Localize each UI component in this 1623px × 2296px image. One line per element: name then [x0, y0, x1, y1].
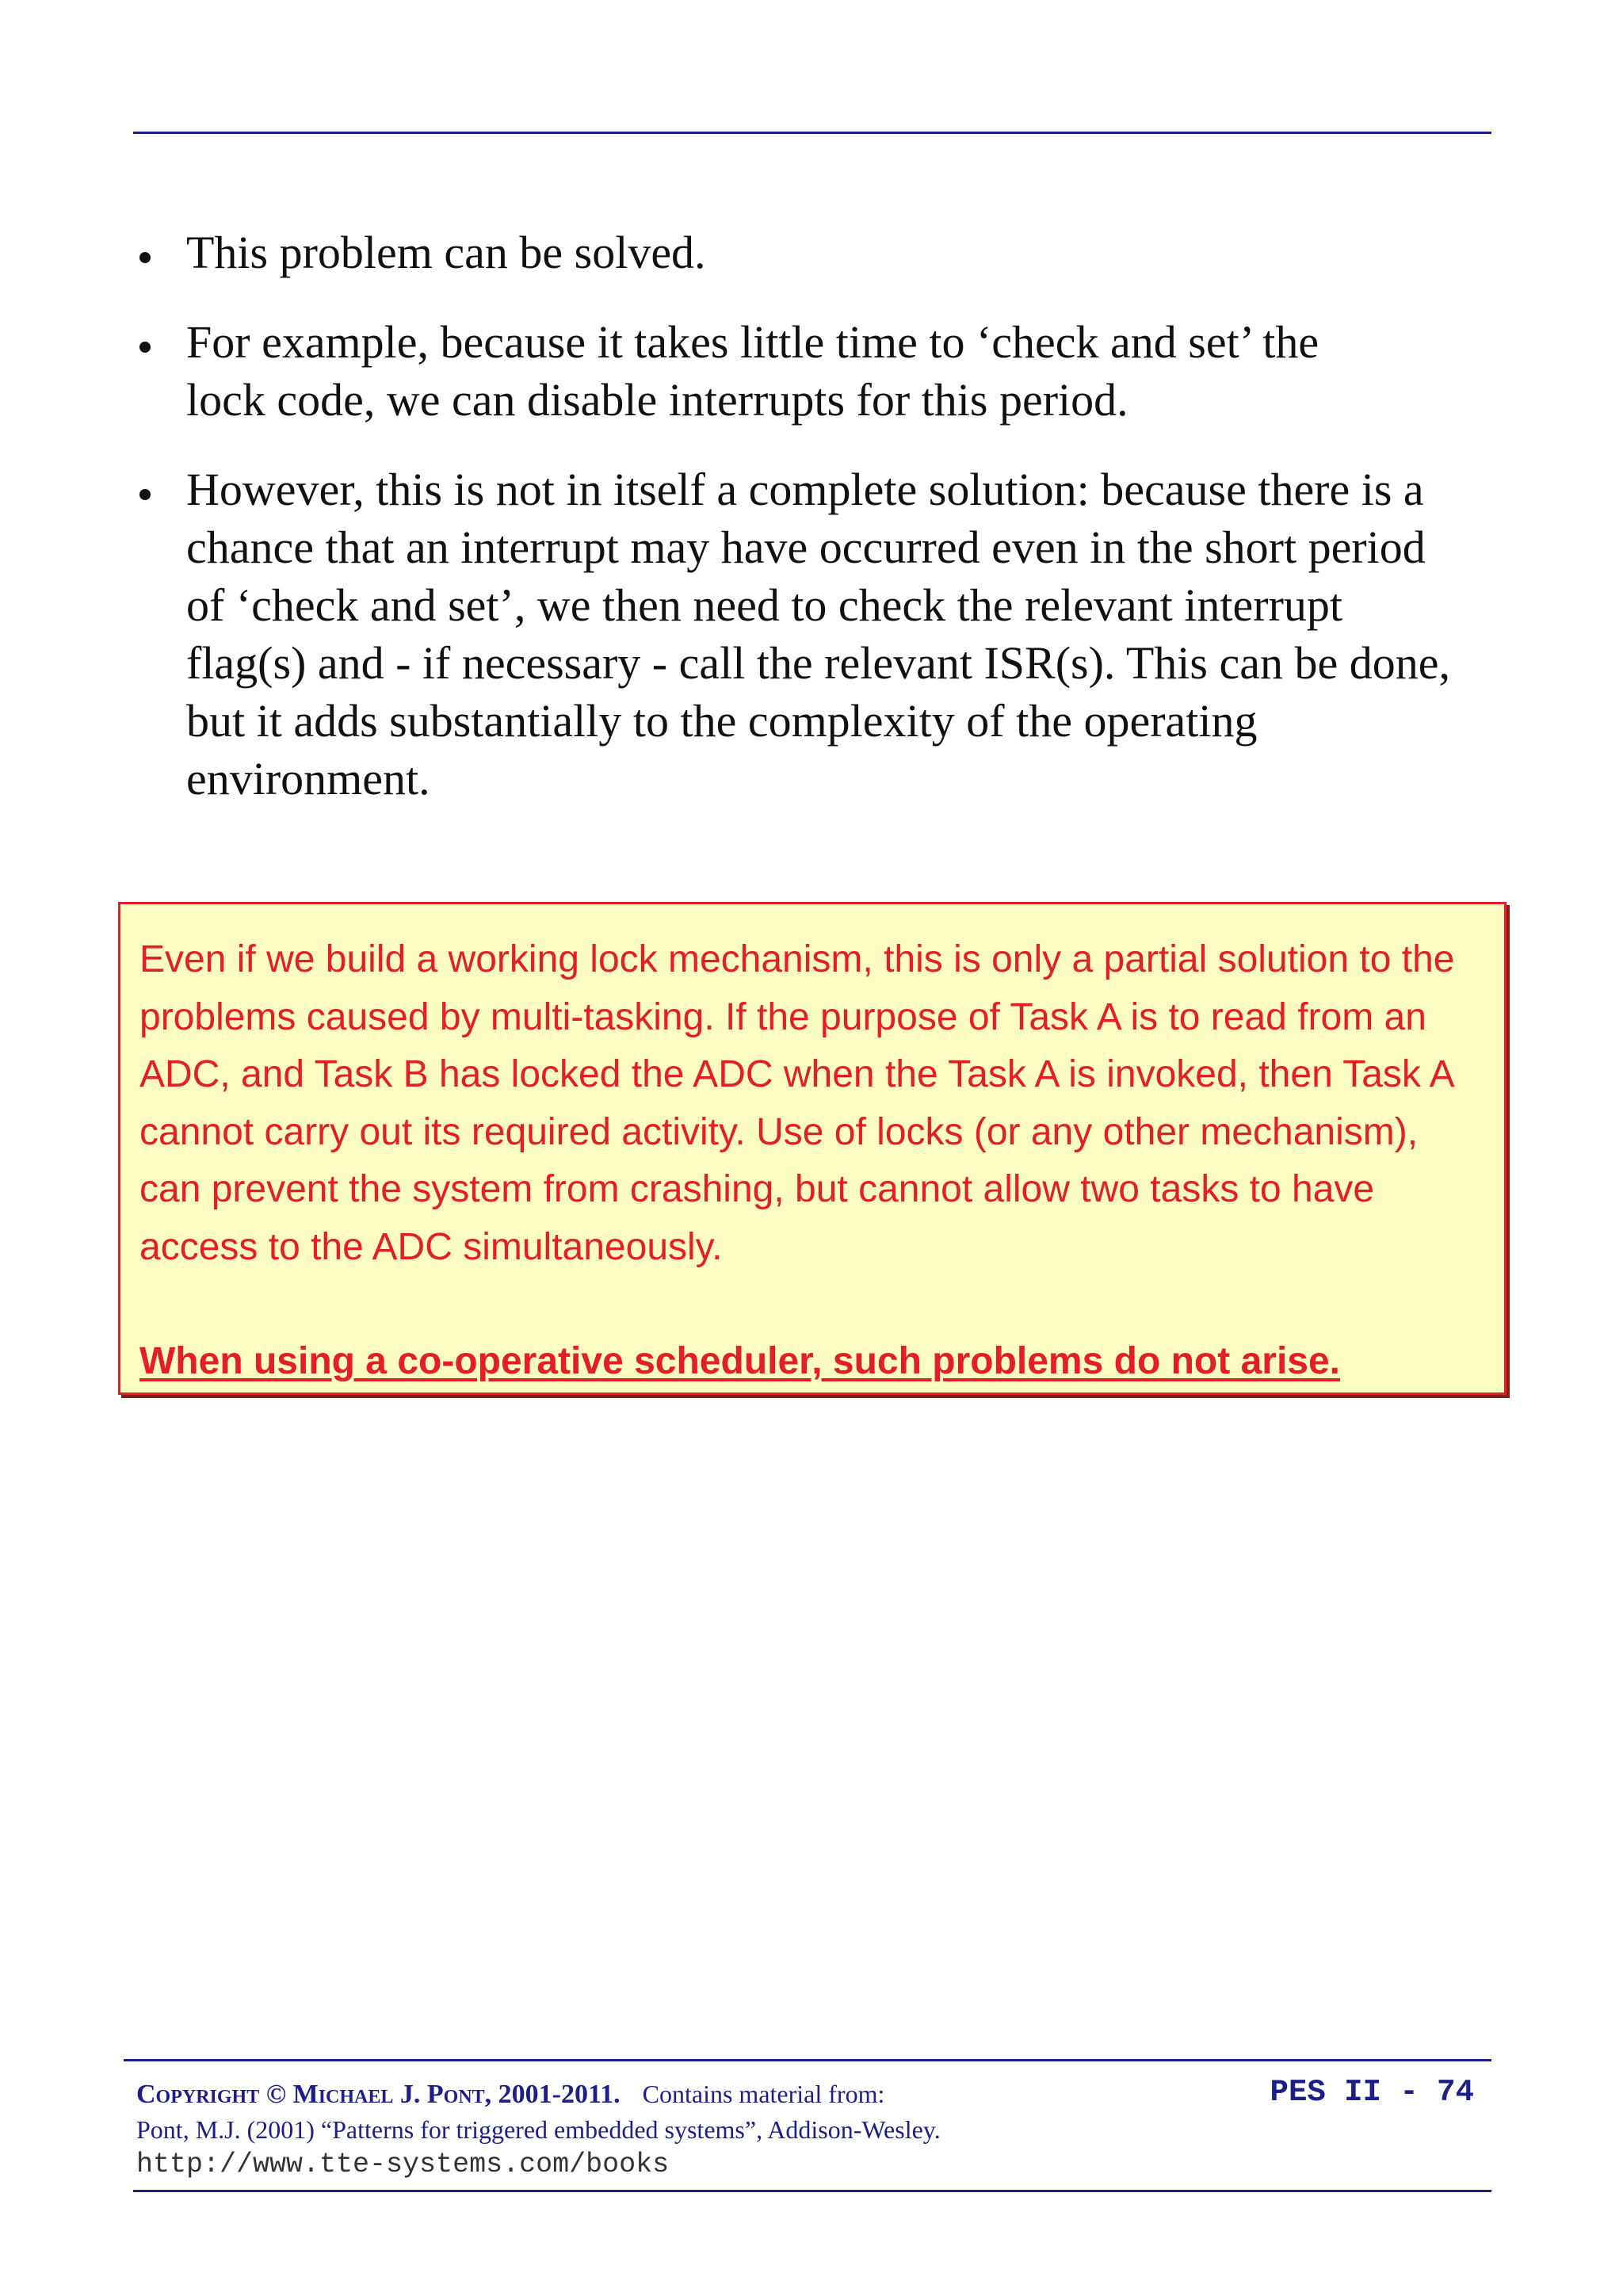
- header-rule: [133, 132, 1491, 134]
- callout-conclusion: When using a co-operative scheduler, such problems do not arise.: [139, 1340, 1340, 1382]
- bullet-icon: [139, 342, 151, 353]
- bullet-item: [133, 223, 1480, 281]
- footer-rule-bottom: [133, 2190, 1491, 2192]
- footer-citation: Pont, M.J. (2001) “Patterns for triggered embedded systems”, Addison-Wesley.: [136, 2115, 941, 2144]
- bullet-item: [133, 460, 1480, 808]
- slide-number: PES II - 74: [1270, 2075, 1474, 2110]
- copyright-notice: Copyright © Michael J. Pont, 2001-2011.: [136, 2080, 621, 2109]
- callout-body: Even if we build a working lock mechanism, this is only a partial solution to the problems caused by multi-tasking. If the purpose of Task A is to read from an ADC, and Task B has locked the ADC when the Task A is invoked, then Task A cannot carry out its required activity. Use of locks (or any other mechanism), can prevent the system from crashing, but cannot allow two tasks to have access to the ADC simultaneously.: [139, 938, 1455, 1268]
- bullet-item: [133, 313, 1480, 429]
- footer-url-link[interactable]: http://www.tte-systems.com/books: [136, 2149, 670, 2180]
- bullet-list: [133, 223, 1480, 839]
- bullet-icon: [139, 252, 151, 263]
- bullet-text: For example, because it takes little time to ‘check and set’ the lock code, we can disable interrupts for this period.: [186, 316, 1319, 426]
- bullet-text: This problem can be solved.: [186, 227, 706, 278]
- bullet-icon: [139, 489, 151, 500]
- bullet-text: However, this is not in itself a complete solution: because there is a chance that an interrupt may have occurred even in the short period of ‘check and set’, we then need to check the relevant interrupt flag(s) and - if necessary - call the relevant ISR(s). This can be done, but it adds substantially to the complexity of the operating environment.: [186, 464, 1450, 804]
- contains-material-label: Contains material from:: [642, 2080, 885, 2108]
- footer-rule-top: [124, 2059, 1491, 2061]
- callout-box: [118, 902, 1507, 1395]
